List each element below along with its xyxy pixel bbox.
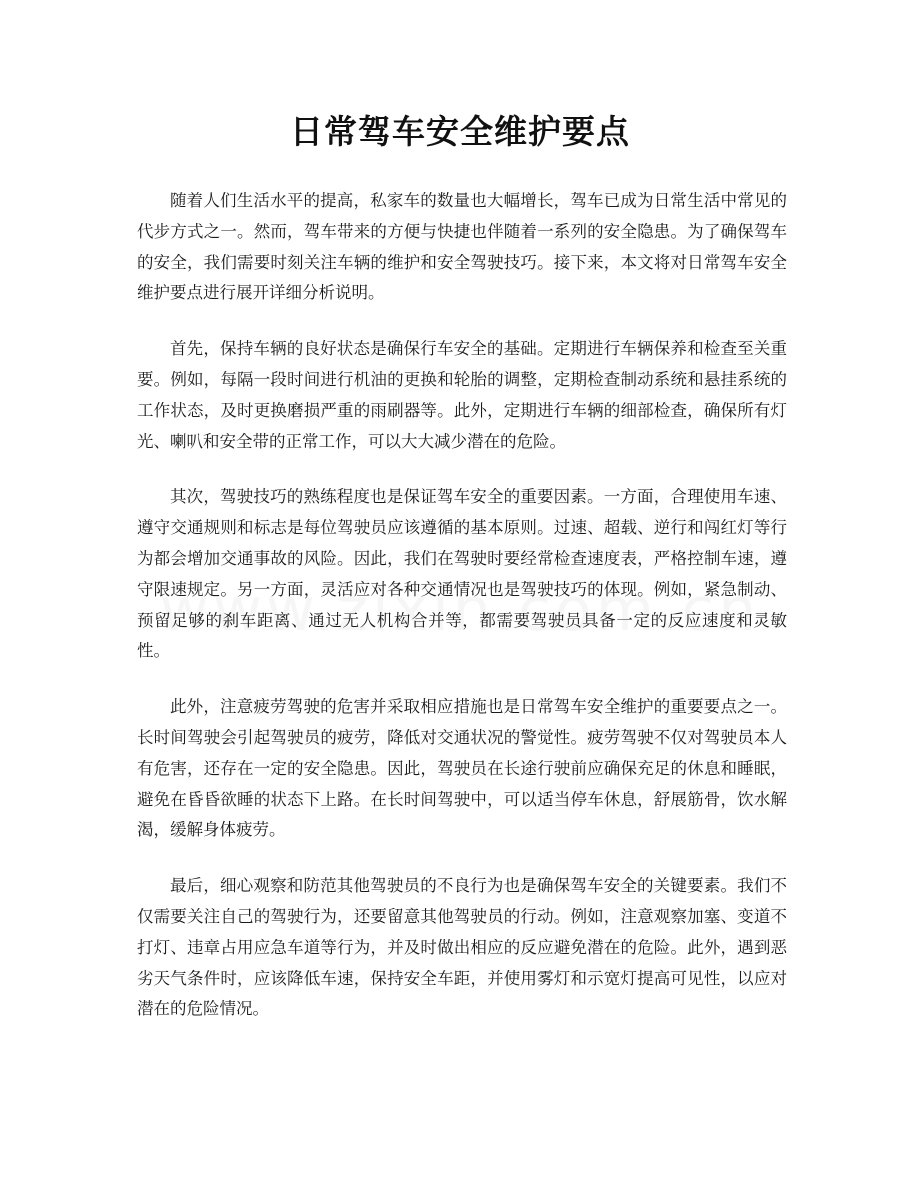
paragraph-intro: 随着人们生活水平的提高，私家车的数量也大幅增长，驾车已成为日常生活中常见的代步方式之一。然而，驾车带来的方便与快捷也伴随着一系列的安全隐患。为了确保驾车的安全，我们需要时刻关注车辆的维护和安全驾驶技巧。接下来，本文将对日常驾车安全维护要点进行展开详细分析说明。 <box>137 191 787 303</box>
paragraph-vehicle-maintenance: 首先，保持车辆的良好状态是确保行车安全的基础。定期进行车辆保养和检查至关重要。例如，每隔一段时间进行机油的更换和轮胎的调整，定期检查制动系统和悬挂系统的工作状态，及时更换磨损严重的雨刷器等。此外，定期进行车辆的细部检查，确保所有灯光、喇叭和安全带的正常工作，可以大大减少潜在的危险。 <box>137 339 787 451</box>
document-body <box>137 186 787 1050</box>
document-title: 日常驾车安全维护要点 <box>290 112 630 151</box>
paragraph-fatigue-driving: 此外，注意疲劳驾驶的危害并采取相应措施也是日常驾车安全维护的重要要点之一。长时间驾驶会引起驾驶员的疲劳，降低对交通状况的警觉性。疲劳驾驶不仅对驾驶员本人有危害，还存在一定的安全隐患。因此，驾驶员在长途行驶前应确保充足的休息和睡眠，避免在昏昏欲睡的状态下上路。在长时间驾驶中，可以适当停车休息，舒展筋骨，饮水解渴，缓解身体疲劳。 <box>137 697 787 840</box>
paragraph-driving-skills: 其次，驾驶技巧的熟练程度也是保证驾车安全的重要因素。一方面，合理使用车速、遵守交通规则和标志是每位驾驶员应该遵循的基本原则。过速、超载、逆行和闯红灯等行为都会增加交通事故的风险。因此，我们在驾驶时要经常检查速度表，严格控制车速，遵守限速规定。另一方面，灵活应对各种交通情况也是驾驶技巧的体现。例如，紧急制动、预留足够的刹车距离、通过无人机构合并等，都需要驾驶员具备一定的反应速度和灵敏性。 <box>137 487 787 661</box>
paragraph-other-drivers: 最后，细心观察和防范其他驾驶员的不良行为也是确保驾车安全的关键要素。我们不仅需要关注自己的驾驶行为，还要留意其他驾驶员的行动。例如，注意观察加塞、变道不打灯、违章占用应急车道等行为，并及时做出相应的反应避免潜在的危险。此外，遇到恶劣天气条件时，应该降低车速，保持安全车距，并使用雾灯和示宽灯提高可见性，以应对潜在的危险情况。 <box>137 876 787 1019</box>
